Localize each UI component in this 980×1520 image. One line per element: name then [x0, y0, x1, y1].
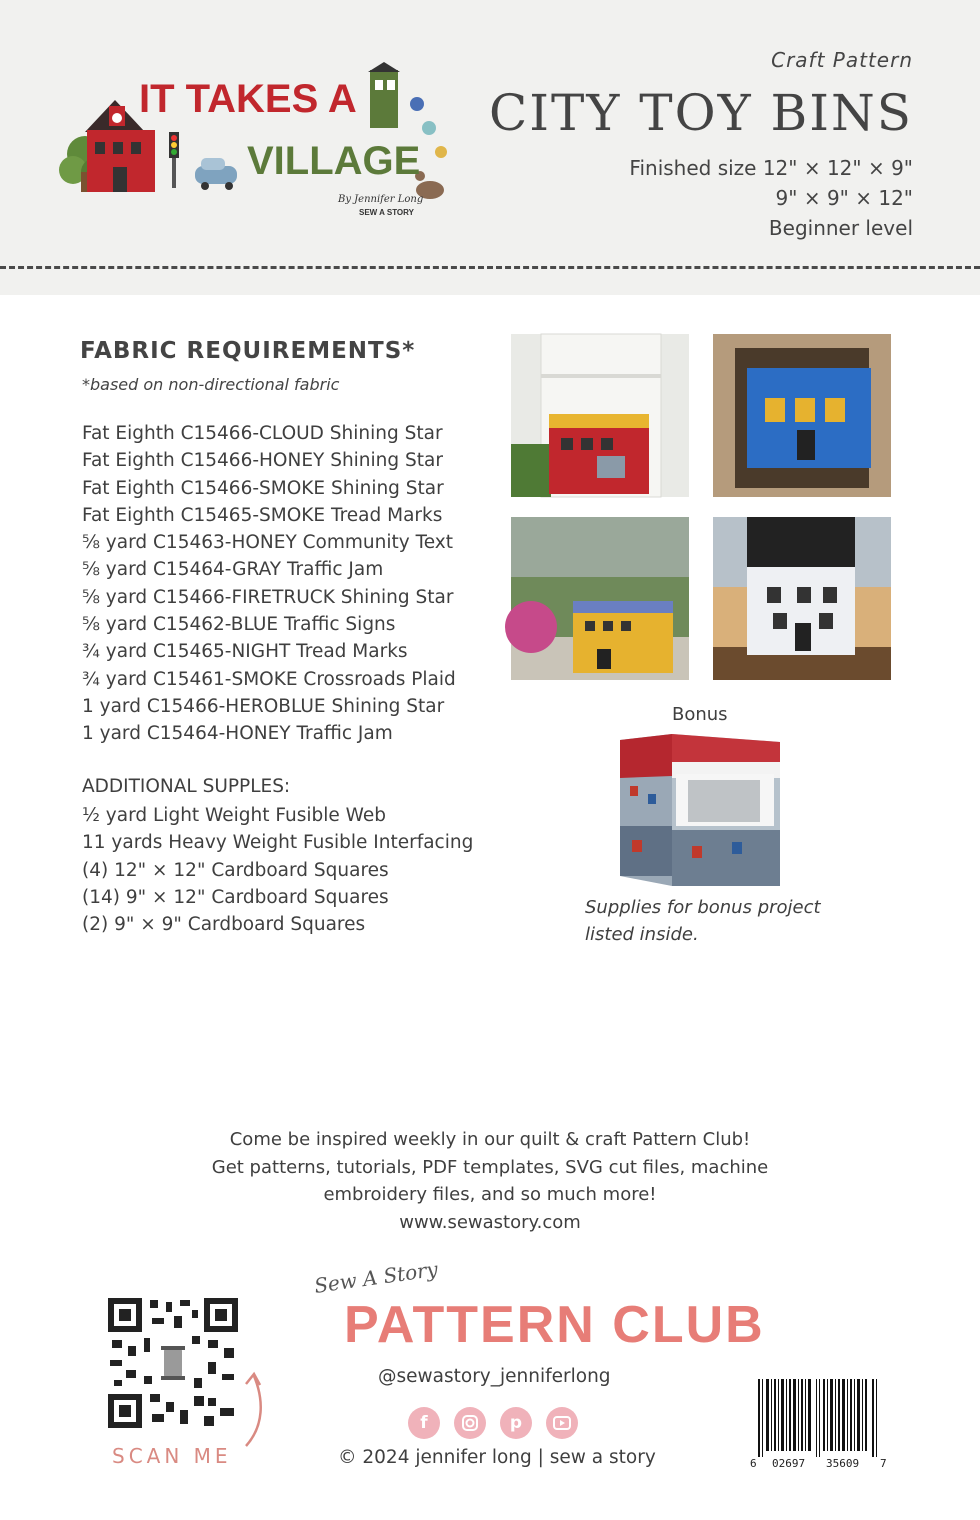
logo-by: By Jennifer Long — [338, 194, 424, 205]
fabric-item: Fat Eighth C15465-SMOKE Tread Marks — [82, 504, 443, 526]
fabric-item: Fat Eighth C15466-CLOUD Shining Star — [82, 423, 443, 444]
website-link[interactable]: www.sewastory.com — [399, 1211, 581, 1233]
kicker-text: Craft Pattern — [771, 48, 913, 72]
fabric-list — [82, 420, 456, 748]
club-script: Sew A Story — [312, 1256, 440, 1298]
supply-item: (14) 9" × 12" Cardboard Squares — [82, 886, 389, 908]
arrow-icon — [240, 1370, 270, 1450]
photo-blue-bin — [713, 334, 891, 497]
barcode-digit: 02697 — [772, 1457, 806, 1470]
barcode-digit: 7 — [880, 1457, 887, 1470]
photo-white-bin — [713, 517, 891, 680]
fabric-item: ⅝ yard C15462-BLUE Traffic Signs — [82, 614, 396, 636]
bonus-note-line2: listed inside. — [585, 924, 699, 945]
logo-line2: VILLAGE — [247, 139, 421, 183]
qr-code[interactable] — [108, 1298, 238, 1428]
social-handle[interactable]: @sewastory_jenniferlong — [378, 1366, 611, 1387]
facebook-icon[interactable]: f — [408, 1407, 440, 1439]
dashed-divider — [0, 266, 980, 269]
fabric-item: 1 yard C15466-HEROBLUE Shining Star — [82, 695, 445, 717]
fabric-item: Fat Eighth C15466-SMOKE Shining Star — [82, 477, 444, 499]
skill-level: Beginner level — [768, 216, 913, 240]
it-takes-a-village-logo — [55, 62, 455, 222]
fabric-item: ⅝ yard C15466-FIRETRUCK Shining Star — [82, 586, 454, 608]
promo-line: Come be inspired weekly in our quilt & craft Pattern Club! — [229, 1129, 751, 1150]
copyright: © 2024 jennifer long | sew a story — [338, 1447, 656, 1468]
barcode — [746, 1373, 892, 1473]
pinterest-icon[interactable]: p — [500, 1407, 532, 1439]
promo-line: embroidery files, and so much more! — [323, 1184, 657, 1205]
fabric-item: ¾ yard C15461-SMOKE Crossroads Plaid — [82, 668, 456, 690]
fabric-item: Fat Eighth C15466-HONEY Shining Star — [82, 450, 443, 472]
fabric-requirements-title: FABRIC REQUIREMENTS* — [80, 338, 416, 364]
fabric-item: 1 yard C15464-HONEY Traffic Jam — [82, 723, 393, 745]
scan-me-label: SCAN ME — [112, 1444, 232, 1468]
supply-item: ½ yard Light Weight Fusible Web — [82, 805, 386, 826]
photo-red-bin — [511, 334, 689, 497]
fabric-note: *based on non-directional fabric — [82, 375, 340, 394]
supplies-list — [82, 802, 473, 938]
page-title: CITY TOY BINS — [489, 84, 913, 142]
bonus-label: Bonus — [672, 704, 728, 725]
supply-item: (2) 9" × 9" Cardboard Squares — [82, 914, 366, 936]
pattern-club-logo — [310, 1256, 765, 1354]
bonus-note-line1: Supplies for bonus project — [585, 897, 821, 918]
fabric-item: ¾ yard C15465-NIGHT Tread Marks — [82, 641, 408, 663]
promo-line: Get patterns, tutorials, PDF templates, SVG cut files, machine — [211, 1156, 769, 1178]
logo-line1: IT TAKES A — [139, 77, 357, 121]
finished-size-alt: 9" × 9" × 12" — [775, 186, 913, 210]
supply-item: 11 yards Heavy Weight Fusible Interfacing — [82, 832, 474, 854]
logo-brand: SEW A STORY — [359, 208, 414, 217]
barcode-digit: 35609 — [826, 1457, 860, 1470]
finished-size: Finished size 12" × 12" × 9" — [629, 156, 913, 180]
bonus-market-stand-image — [612, 730, 784, 890]
club-title: PATTERN CLUB — [344, 1296, 765, 1354]
additional-supplies-title: ADDITIONAL SUPPLES: — [82, 776, 291, 797]
barcode-digit: 6 — [750, 1457, 757, 1470]
youtube-icon[interactable] — [546, 1407, 578, 1439]
photo-yellow-bin — [511, 517, 689, 680]
pattern-club-promo — [160, 1126, 820, 1236]
bonus-note — [585, 894, 821, 948]
supply-item: (4) 12" × 12" Cardboard Squares — [82, 859, 389, 881]
fabric-item: ⅝ yard C15463-HONEY Community Text — [82, 532, 453, 554]
fabric-item: ⅝ yard C15464-GRAY Traffic Jam — [82, 559, 384, 581]
instagram-icon[interactable] — [454, 1407, 486, 1439]
